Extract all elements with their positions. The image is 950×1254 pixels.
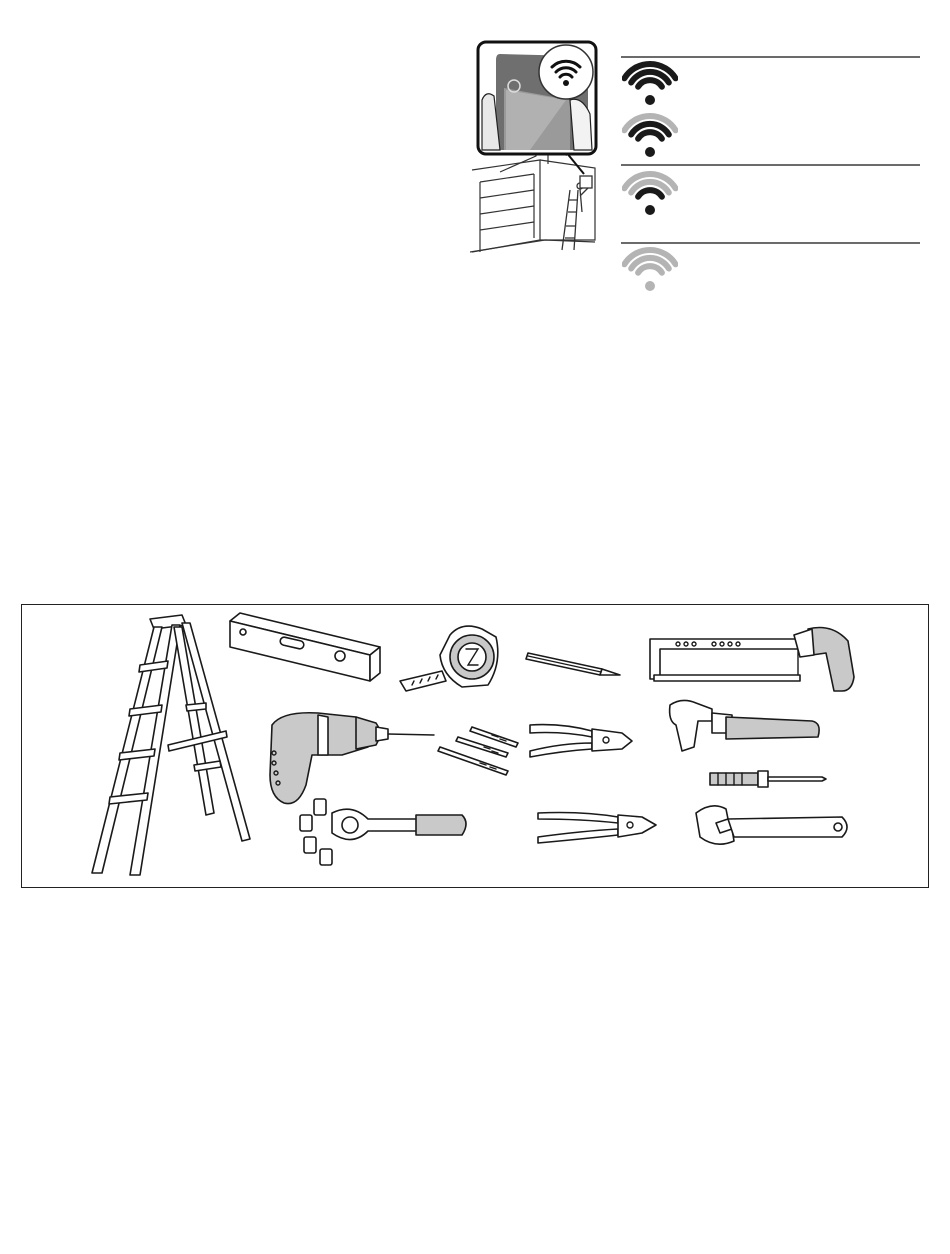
- pencil-icon: [526, 653, 620, 675]
- tape-measure-icon: [400, 626, 498, 691]
- phone-garage-illustration: [470, 40, 610, 260]
- signal-dot: [645, 205, 655, 215]
- drill-bits-icon: [438, 727, 518, 775]
- signal-dot: [645, 281, 655, 291]
- ratchet-socket-set-icon: [300, 799, 466, 865]
- wire-cutter-icon: [530, 725, 632, 757]
- divider-bottom: [621, 242, 920, 244]
- divider-top: [621, 56, 920, 58]
- divider-middle: [621, 164, 920, 166]
- signal-dot: [645, 95, 655, 105]
- signal-good-icon: [622, 112, 678, 162]
- signal-arc: [638, 266, 662, 273]
- signal-dot: [645, 147, 655, 157]
- signal-none-icon: [622, 246, 678, 296]
- power-drill-icon: [270, 713, 434, 804]
- signal-strong-icon: [622, 60, 678, 110]
- adjustable-wrench-icon: [696, 806, 847, 844]
- screwdriver-icon: [710, 771, 826, 787]
- level-icon: [230, 613, 380, 681]
- signal-arc: [638, 80, 662, 87]
- step-ladder-icon: [92, 615, 250, 875]
- required-tools-panel: [21, 604, 929, 888]
- signal-weak-icon: [622, 170, 678, 220]
- signal-arc: [638, 190, 662, 197]
- hammer-icon: [670, 700, 820, 751]
- signal-arc: [638, 132, 662, 139]
- pliers-icon: [538, 813, 656, 844]
- hacksaw-icon: [650, 628, 854, 692]
